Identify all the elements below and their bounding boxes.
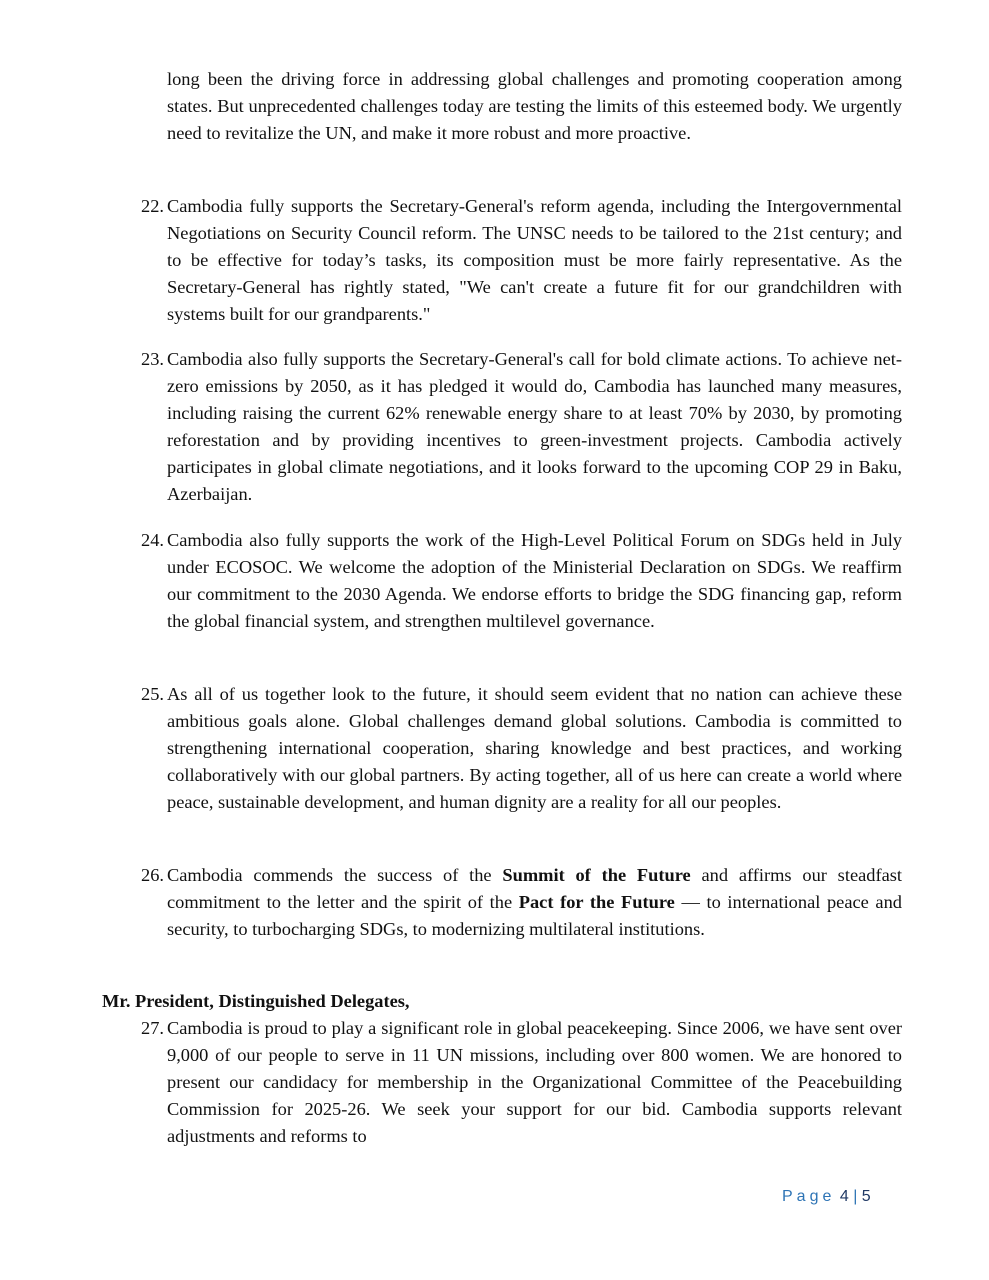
item-number: 23. (141, 349, 164, 369)
item-text: Cambodia is proud to play a significant role in global peacekeeping. Since 2006, we have sent over 9,000 of our people to serve in 11 UN missions, including over 800 women. We are honored to present our candidacy for membership in the Organizational Committee of the Peacebuilding Commission for 2025-26. We seek your support for our bid. Cambodia supports relevant adjustments and reforms to (167, 1018, 902, 1146)
item-number: 22. (141, 196, 164, 216)
page-total: 5 (861, 1188, 871, 1205)
item-text: Cambodia fully supports the Secretary-General's reform agenda, including the Intergovernmental Negotiations on Security Council reform. The UNSC needs to be tailored to the 21st century; and to be effective for today’s tasks, its composition must be more fairly representative. As the Secretary-General has rightly stated, "We can't create a future fit for our grandchildren with systems built for our grandparents." (167, 196, 902, 324)
item-text-part: and affirms our steadfast commitment to the letter and the spirit of the (167, 865, 903, 912)
page-separator: | (853, 1188, 858, 1205)
page-word: Page (782, 1188, 836, 1205)
intro-paragraph: long been the driving force in addressing global challenges and promoting cooperation among states. But unprecedented challenges today are testing the limits of this esteemed body. We urgently need to revitalize the UN, and make it more robust and more proactive. (167, 69, 902, 143)
page-footer (782, 1188, 871, 1206)
item-text-part: — to international peace and security, to turbocharging SDGs, to modernizing multilateral institutions. (167, 891, 902, 939)
item-text (167, 862, 902, 943)
item-number: 25. (141, 684, 164, 704)
summit-of-the-future-bold: Summit of the Future (502, 865, 691, 885)
item-number: 27. (141, 1018, 164, 1038)
item-text: Cambodia also fully supports the work of the High-Level Political Forum on SDGs held in July under ECOSOC. We welcome the adoption of the Ministerial Declaration on SDGs. We reaffirm our commitment to the 2030 Agenda. We endorse efforts to bridge the SDG financing gap, reform the global financial system, and strengthen multilevel governance. (167, 530, 902, 631)
pact-for-the-future-bold: Pact for the Future (518, 891, 675, 912)
item-text: Cambodia also fully supports the Secretary-General's call for bold climate actions. To achieve net-zero emissions by 2050, as it has pledged it would do, Cambodia has launched many measures, including raising the current 62% renewable energy share to at least 70% by 2030, by promoting reforestation and by providing incentives to green-investment projects. Cambodia actively participates in global climate negotiations, and it looks forward to the upcoming COP 29 in Baku, Azerbaijan. (167, 349, 902, 504)
page-current: 4 (839, 1188, 849, 1205)
item-number: 24. (141, 530, 164, 550)
section-heading: Mr. President, Distinguished Delegates, (102, 991, 410, 1011)
item-number: 26. (141, 865, 164, 885)
item-text-part: Cambodia commends the success of the (167, 865, 503, 885)
item-text: As all of us together look to the future, it should seem evident that no nation can achieve these ambitious goals alone. Global challenges demand global solutions. Cambodia is committed to strengthening international cooperation, sharing knowledge and best practices, and working collaboratively with our global partners. By acting together, all of us here can create a world where peace, sustainable development, and human dignity are a reality for all our peoples. (167, 684, 902, 812)
